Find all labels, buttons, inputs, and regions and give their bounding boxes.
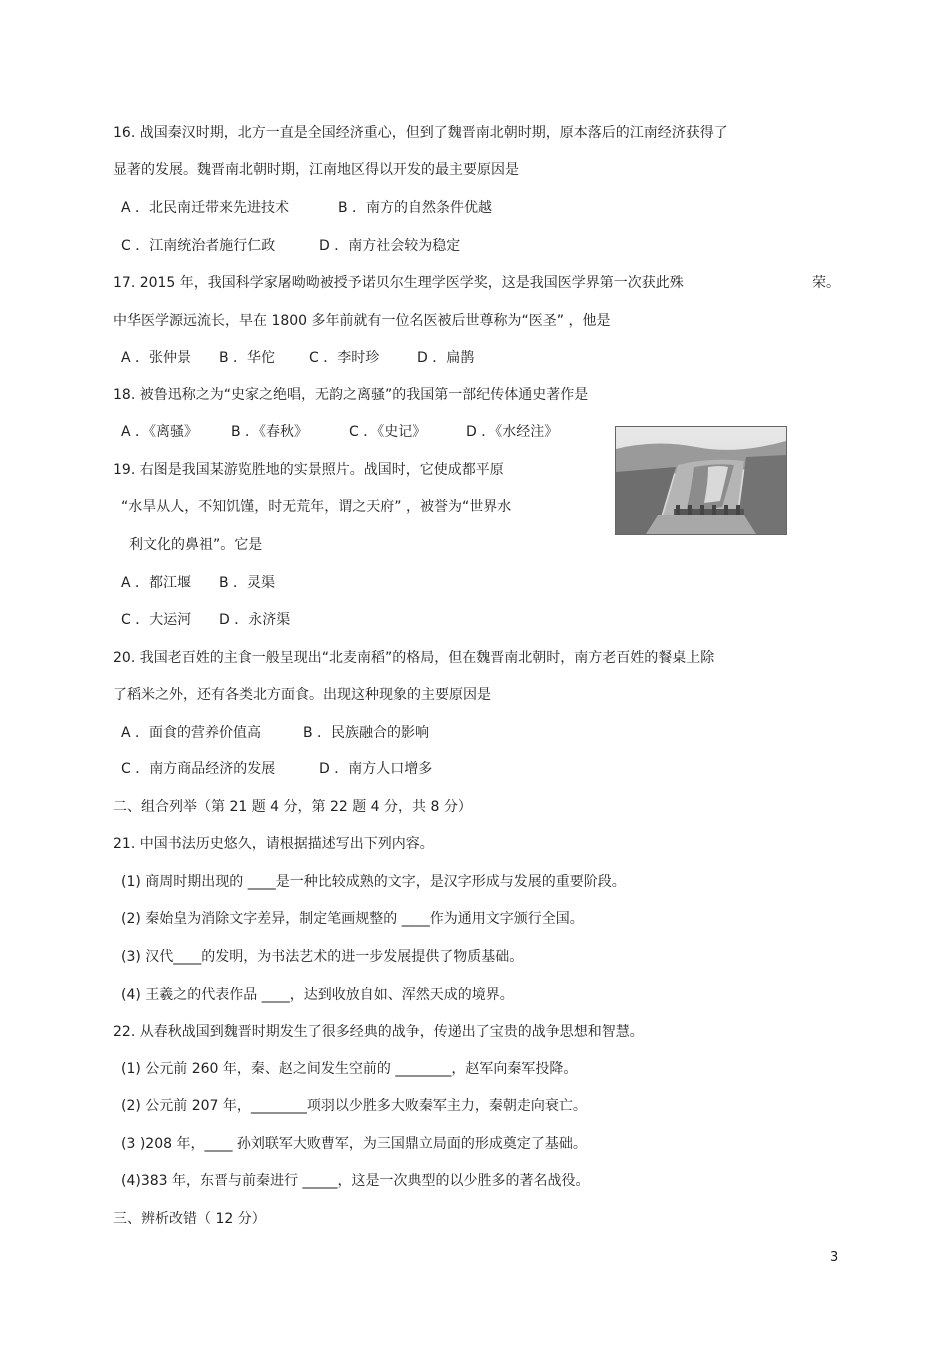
q17-option-a: A ．张仲景 bbox=[121, 350, 192, 366]
q22-item-4: (4)383 年，东晋与前秦进行 _____，这是一次典型的以少胜多的著名战役。 bbox=[121, 1173, 590, 1189]
q18-option-d: D ．《水经注》 bbox=[466, 424, 559, 440]
q17-stem-line1: 17. 2015 年，我国科学家屠呦呦被授予诺贝尔生理学医学奖，这是我国医学界第一次获此殊 bbox=[113, 275, 684, 291]
q20-option-c: C ．南方商品经济的发展 bbox=[121, 761, 276, 777]
q19-option-b: B ．灵渠 bbox=[219, 575, 276, 591]
q21-item-3: (3) 汉代____的发明，为书法艺术的进一步发展提供了物质基础。 bbox=[121, 949, 524, 965]
q22-item-3: (3 )208 年，____ 孙刘联军大败曹军，为三国鼎立局面的形成奠定了基础。 bbox=[121, 1136, 587, 1152]
q22-intro: 22. 从春秋战国到魏晋时期发生了很多经典的战争，传递出了宝贵的战争思想和智慧。 bbox=[113, 1024, 644, 1040]
q20-stem-line2: 了稻米之外，还有各类北方面食。出现这种现象的主要原因是 bbox=[113, 687, 491, 703]
q20-option-d: D ．南方人口增多 bbox=[319, 761, 433, 777]
scenic-photo bbox=[615, 426, 787, 535]
q19-option-d: D ．永济渠 bbox=[219, 612, 291, 628]
q19-stem-line1: 19. 右图是我国某游览胜地的实景照片。战国时，它使成都平原 bbox=[113, 462, 504, 478]
q16-option-c: C ．江南统治者施行仁政 bbox=[121, 238, 276, 254]
section-2-heading: 二、组合列举（第 21 题 4 分，第 22 题 4 分，共 8 分） bbox=[113, 799, 472, 815]
q21-item-4: (4) 王羲之的代表作品 ____，达到收放自如、浑然天成的境界。 bbox=[121, 987, 514, 1003]
q17-stem-line1-tail: 荣。 bbox=[812, 275, 840, 291]
q19-option-a: A ．都江堰 bbox=[121, 575, 192, 591]
q16-option-a: A ．北民南迁带来先进技术 bbox=[121, 200, 290, 216]
q18-option-a: A ．《离骚》 bbox=[121, 424, 199, 440]
q17-stem-line2: 中华医学源远流长，早在 1800 多年前就有一位名医被后世尊称为“医圣” ，他是 bbox=[113, 313, 611, 329]
q22-item-2: (2) 公元前 207 年，________项羽以少胜多大败秦军主力，秦朝走向衰亡。 bbox=[121, 1098, 587, 1114]
q17-option-b: B ．华佗 bbox=[219, 350, 276, 366]
q20-option-a: A ．面食的营养价值高 bbox=[121, 725, 262, 741]
q18-option-b: B ．《春秋》 bbox=[231, 424, 309, 440]
q21-item-1: (1) 商周时期出现的 ____是一种比较成熟的文字，是汉字形成与发展的重要阶段。 bbox=[121, 874, 626, 890]
q22-item-1: (1) 公元前 260 年，秦、赵之间发生空前的 ________，赵军向秦军投降。 bbox=[121, 1061, 578, 1077]
q17-option-d: D ．扁鹊 bbox=[417, 350, 475, 366]
q18-stem: 18. 被鲁迅称之为“史家之绝唱，无韵之离骚”的我国第一部纪传体通史著作是 bbox=[113, 387, 589, 403]
q19-stem-line3: 利文化的鼻祖”。它是 bbox=[129, 537, 263, 553]
q20-option-b: B ．民族融合的影响 bbox=[303, 725, 430, 741]
section-3-heading: 三、辨析改错（ 12 分） bbox=[113, 1211, 266, 1227]
q16-option-b: B ．南方的自然条件优越 bbox=[338, 200, 493, 216]
q20-stem-line1: 20. 我国老百姓的主食一般呈现出“北麦南稻”的格局，但在魏晋南北朝时，南方老百姓的餐桌上除 bbox=[113, 650, 715, 666]
q17-option-c: C ．李时珍 bbox=[309, 350, 380, 366]
q19-stem-line2: “水旱从人，不知饥馑，时无荒年，谓之天府” ，被誉为“世界水 bbox=[121, 499, 512, 515]
q18-option-c: C ．《史记》 bbox=[349, 424, 427, 440]
q16-stem-line1: 16. 战国秦汉时期，北方一直是全国经济重心，但到了魏晋南北朝时期，原本落后的江南经济获得了 bbox=[113, 125, 728, 141]
q21-intro: 21. 中国书法历史悠久，请根据描述写出下列内容。 bbox=[113, 836, 434, 852]
page-number: 3 bbox=[830, 1250, 839, 1265]
q21-item-2: (2) 秦始皇为消除文字差异，制定笔画规整的 ____作为通用文字颁行全国。 bbox=[121, 911, 584, 927]
q16-option-d: D ．南方社会较为稳定 bbox=[319, 238, 461, 254]
q19-option-c: C ．大运河 bbox=[121, 612, 192, 628]
q16-stem-line2: 显著的发展。魏晋南北朝时期，江南地区得以开发的最主要原因是 bbox=[113, 162, 519, 178]
